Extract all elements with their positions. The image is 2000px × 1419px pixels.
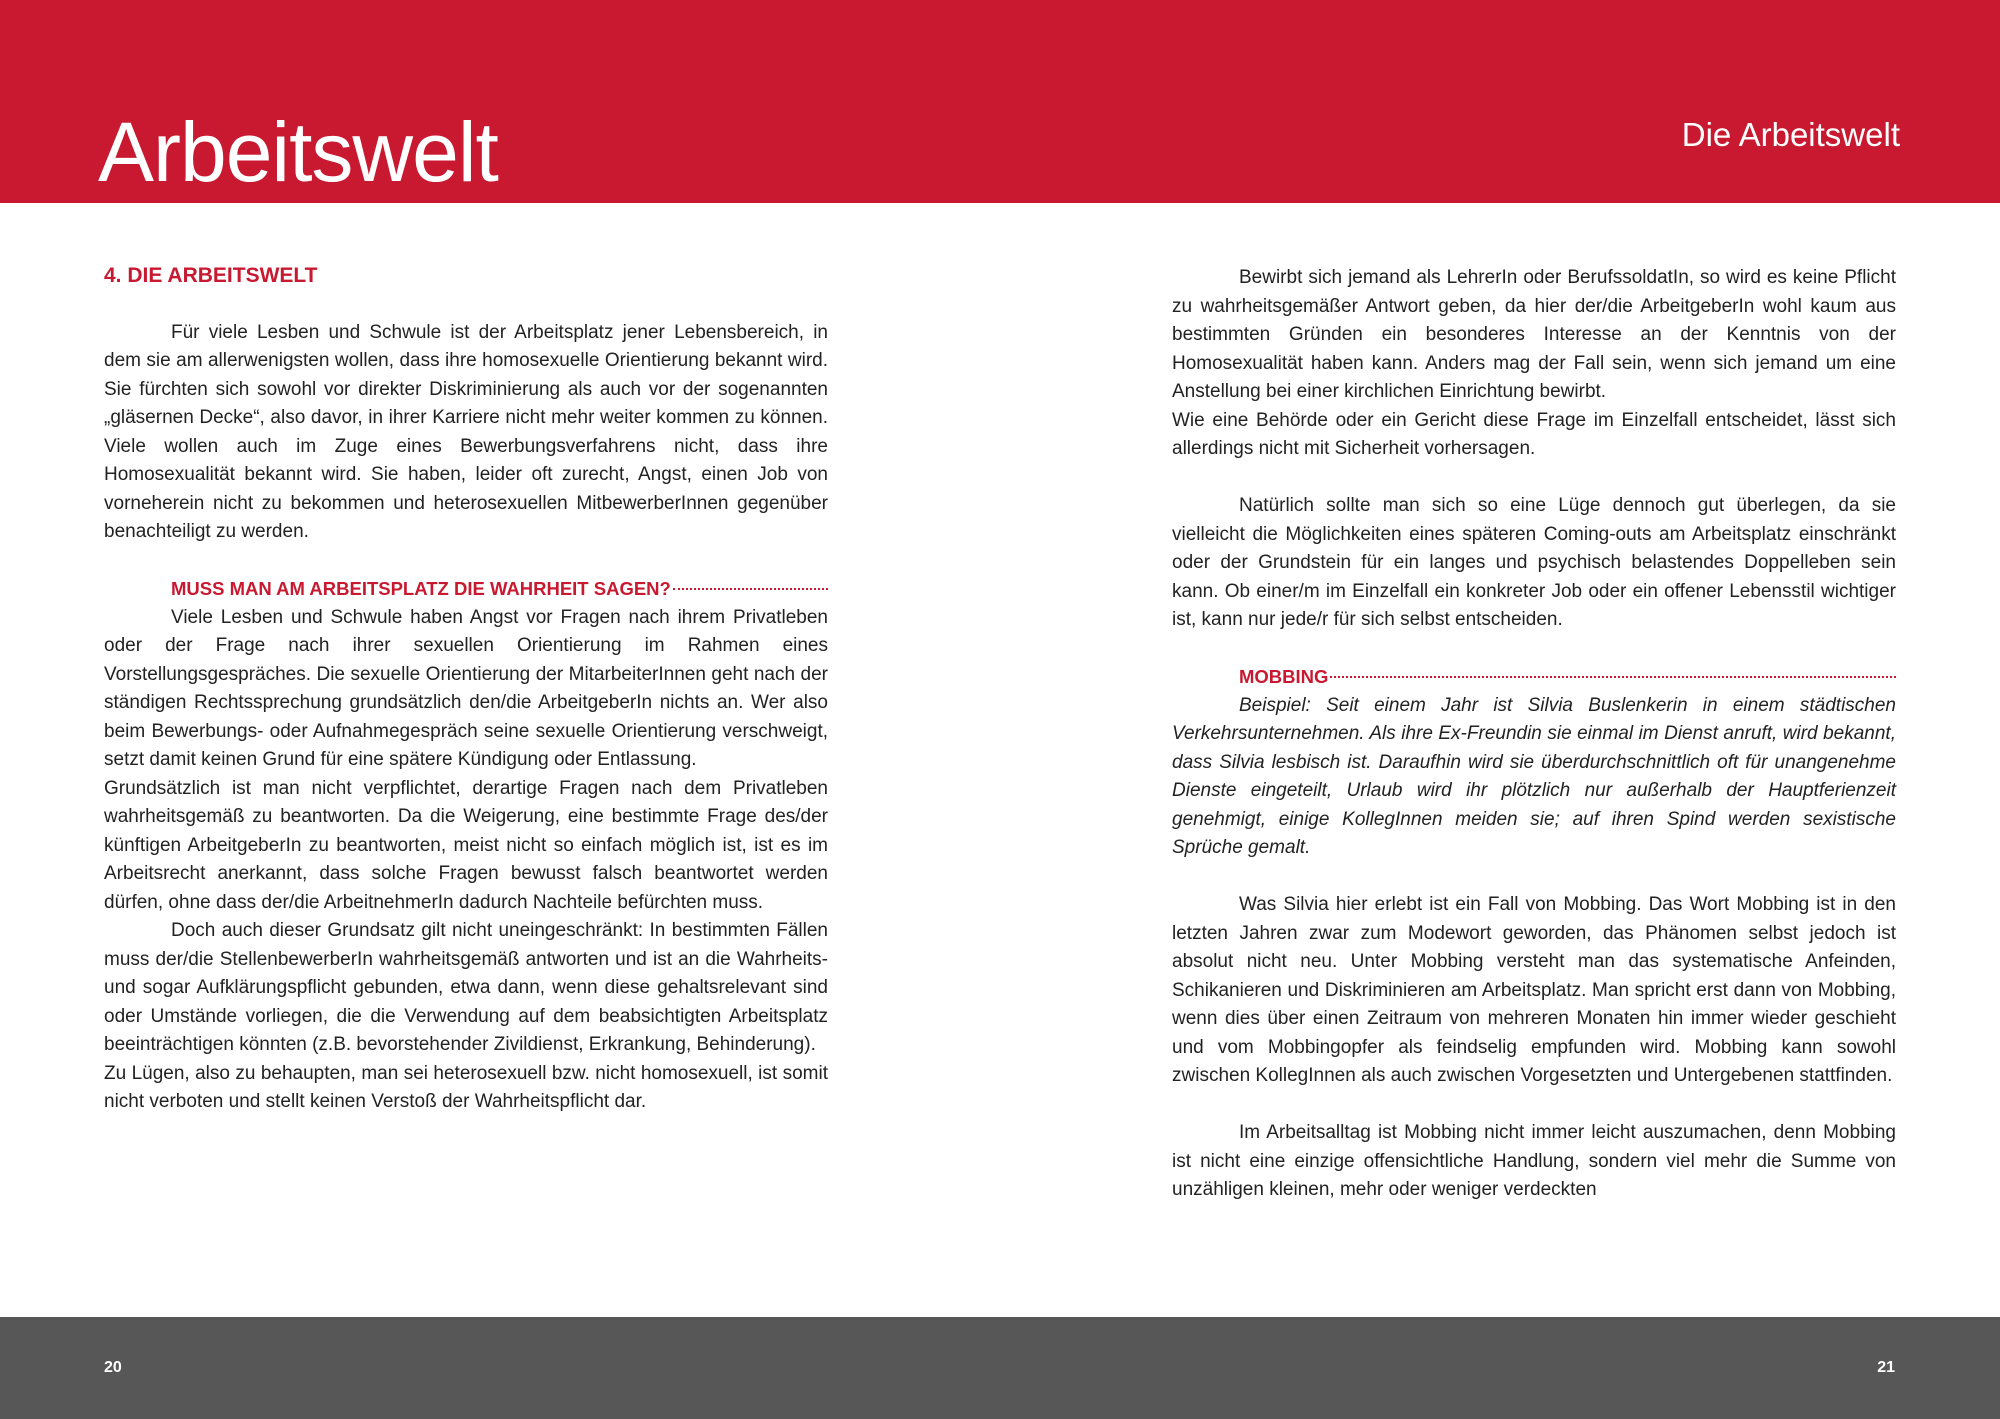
subheading-text: MUSS MAN AM ARBEITSPLATZ DIE WAHRHEIT SAGEN?: [171, 578, 671, 599]
chapter-heading: 4. DIE ARBEITSWELT: [104, 264, 318, 287]
subheading-truth: [104, 575, 828, 604]
page-number-right: 21: [1877, 1359, 1895, 1376]
spacer: [104, 290, 828, 319]
dotted-leader: [1330, 676, 1896, 678]
spacer: [1172, 863, 1896, 892]
paragraph: Viele Lesben und Schwule haben Angst vor Fragen nach ihrem Privatleben oder der Frage nach ihrer sexuellen Orientierung im Rahmen eines Vorstellungsgespräches. Die sexuelle Orientierung der MitarbeiterInnen geht nach der ständigen Rechtssprechung grundsätzlich den/die ArbeitgeberIn nichts an. Wer also beim Bewerbungs- oder Aufnahmegespräch seine sexuelle Orientierung verschweigt, setzt damit keinen Grund für eine spätere Kündigung oder Entlassung.: [104, 606, 828, 770]
spacer: [104, 547, 828, 576]
paragraph: Grundsätzlich ist man nicht verpflichtet, derartige Fragen nach dem Privatleben wahrheitsgemäß zu beantworten. Da die Weigerung, eine bestimmte Frage des/der künftigen ArbeitgeberIn zu beantworten, meist nicht so einfach möglich ist, ist es im Arbeitsrecht anerkannt, dass solche Fragen bewusst falsch beantwortet werden dürfen, ohne dass der/die ArbeitnehmerIn dadurch Nachteile befürchten muss.: [104, 777, 828, 913]
paragraph: Bewirbt sich jemand als LehrerIn oder BerufssoldatIn, so wird es keine Pflicht zu wahrheitsgemäßer Antwort geben, da hier der/die ArbeitgeberIn wohl kaum aus bestimmten Gründen ein besonderes Interesse an der Kenntnis von der Homosexualität haben kann. Anders mag der Fall sein, wenn sich jemand um eine Anstellung bei einer kirchlichen Einrichtung bewirbt.: [1172, 267, 1896, 402]
section-title: Die Arbeitswelt: [1681, 116, 1900, 153]
subheading-text: MOBBING: [1239, 666, 1329, 687]
paragraph: Im Arbeitsalltag ist Mobbing nicht immer leicht auszumachen, denn Mobbing ist nicht eine einzige offensichtliche Handlung, sondern viel mehr die Summe von unzähligen kleinen, mehr oder weniger verdeckten: [1172, 1122, 1896, 1200]
paragraph: Doch auch dieser Grundsatz gilt nicht uneingeschränkt: In bestimmten Fällen muss der/die StellenbewerberIn wahrheitsgemäß antworten und ist an die Wahrheits- und sogar Aufklärungspflicht gebunden, etwa dann, wenn diese gehaltsrelevant sind oder Umstände vorliegen, die die Verwendung auf dem beabsichtigten Arbeitsplatz beeinträchtigen könnten (z.B. bevorstehender Zivildienst, Erkrankung, Behinderung).: [104, 920, 828, 1055]
spacer: [1172, 1091, 1896, 1120]
left-page-column: [104, 262, 828, 1117]
paragraph: Wie eine Behörde oder ein Gericht diese Frage im Einzelfall entscheidet, lässt sich allerdings nicht mit Sicherheit vorhersagen.: [1172, 409, 1896, 459]
spacer: [1172, 635, 1896, 664]
dotted-leader: [673, 588, 828, 590]
paragraph: Zu Lügen, also zu behaupten, man sei heterosexuell bzw. nicht homosexuell, ist somit nicht verboten und stellt keinen Verstoß der Wahrheitspflicht dar.: [104, 1062, 828, 1112]
footer-bar: [0, 1317, 2000, 1419]
right-page-column: [1172, 264, 1896, 1205]
page-title: Arbeitswelt: [98, 105, 498, 199]
example-paragraph: Beispiel: Seit einem Jahr ist Silvia Buslenkerin in einem städtischen Verkehrsunternehmen. Als ihre Ex-Freundin sie einmal im Dienst anruft, wird bekannt, dass Silvia lesbisch ist. Daraufhin wird sie überdurchschnittlich oft für unangenehme Dienste eingeteilt, Urlaub wird ihr plötzlich nur außerhalb der Hauptferienzeit genehmigt, einige KollegInnen meiden sie; auf ihren Spind werden sexistische Sprüche gemalt.: [1172, 694, 1896, 858]
subheading-mobbing: [1172, 663, 1896, 692]
header-bar: [0, 0, 2000, 203]
paragraph: Was Silvia hier erlebt ist ein Fall von Mobbing. Das Wort Mobbing ist in den letzten Jahren zwar zum Modewort geworden, das Phänomen selbst jedoch ist absolut nicht neu. Unter Mobbing versteht man das systematische Anfeinden, Schikanieren und Diskriminieren am Arbeitsplatz. Man spricht erst dann von Mobbing, wenn dies über einen Zeitraum von mehreren Monaten hin immer wieder geschieht und vom Mobbingopfer als feindselig empfunden wird. Mobbing kann sowohl zwischen KollegInnen als auch zwischen Vorgesetzten und Untergebenen stattfinden.: [1172, 894, 1896, 1086]
page-number-left: 20: [104, 1359, 122, 1376]
spacer: [1172, 464, 1896, 493]
paragraph: Natürlich sollte man sich so eine Lüge dennoch gut überlegen, da sie vielleicht die Möglichkeiten eines späteren Coming-outs am Arbeitsplatz einschränkt oder der Grundstein für ein langes und psychisch belastendes Doppelleben sein kann. Ob einer/m im Einzelfall ein konkreter Job oder ein offener Lebensstil wichtiger ist, kann nur jede/r für sich selbst entscheiden.: [1172, 495, 1896, 630]
intro-paragraph: Für viele Lesben und Schwule ist der Arbeitsplatz jener Lebensbereich, in dem sie am allerwenigsten wollen, dass ihre homosexuelle Orientierung bekannt wird. Sie fürchten sich sowohl vor direkter Diskriminierung als auch vor der sogenannten „gläsernen Decke“, also davor, in ihrer Karriere nicht mehr weiter kommen zu können. Viele wollen auch im Zuge eines Bewerbungsverfahrens nicht, dass ihre Homosexualität bekannt wird. Sie haben, leider oft zurecht, Angst, einen Job von vorneherein nicht zu bekommen und heterosexuellen MitbewerberInnen gegenüber benachteiligt zu werden.: [104, 321, 828, 542]
